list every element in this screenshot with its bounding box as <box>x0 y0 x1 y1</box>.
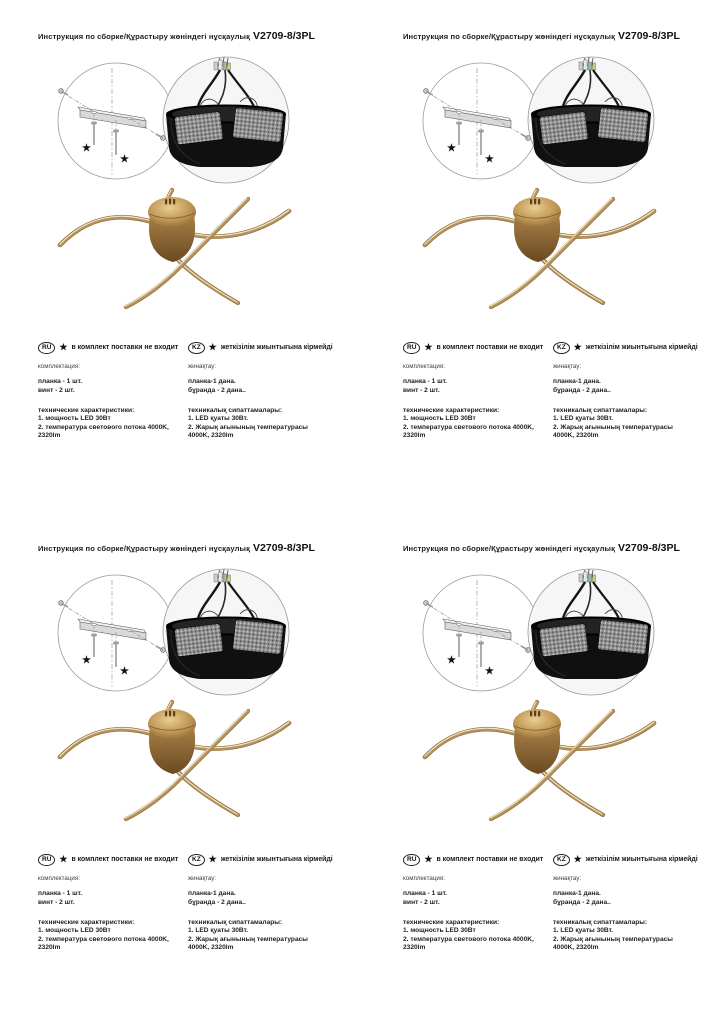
kz-kit-items <box>188 377 330 395</box>
not-included-star-icon: ★ <box>82 143 91 154</box>
kz-badge: KZ <box>188 854 205 866</box>
kz-spec: 1. LED қуаты 30Вт. <box>553 415 614 422</box>
ru-specs <box>403 927 535 953</box>
ru-badge: RU <box>403 854 420 866</box>
ceiling-lamp-photo <box>417 183 662 328</box>
canopy-wiring-photo <box>163 57 289 183</box>
ru-kit-item: планка - 1 шт. <box>38 378 83 385</box>
kz-specs <box>553 415 695 441</box>
ru-note-row <box>403 341 544 354</box>
kz-kit-item: бұранда - 2 дана.. <box>188 387 246 394</box>
canopy-wiring-photo <box>528 57 654 183</box>
ru-section <box>403 341 544 441</box>
not-included-star-icon: ★ <box>120 154 129 165</box>
star-icon: ★ <box>59 854 68 864</box>
kz-star-note: жеткізілім жиынтығына кірмейді <box>220 344 333 351</box>
ru-star-note: в комплект поставки не входит <box>71 344 179 351</box>
kz-specs <box>188 415 330 441</box>
kz-section <box>188 341 333 441</box>
ru-star-note: в комплект поставки не входит <box>436 856 544 863</box>
kz-note-row <box>188 853 333 866</box>
ru-kit-item: винт - 2 шт. <box>403 899 440 906</box>
mounting-plate-diagram <box>58 575 174 691</box>
kz-kit-item: планка-1 дана. <box>553 378 601 385</box>
ru-kit-item: планка - 1 шт. <box>38 890 83 897</box>
model-number: V2709-8/3PL <box>253 542 315 554</box>
sheet-title-text: Инструкция по сборке/Құрастыру жөніндегі нұсқаулық <box>38 32 251 41</box>
lamp-canopy-dome <box>513 197 561 227</box>
ru-kit-label: комплектация: <box>38 363 80 370</box>
ru-kit-item: винт - 2 шт. <box>38 899 75 906</box>
ru-specs-label: технические характеристики: <box>403 919 500 926</box>
instruction-block <box>0 0 358 512</box>
kz-kit-item: бұранда - 2 дана.. <box>553 899 611 906</box>
kz-star-note: жеткізілім жиынтығына кірмейді <box>585 856 698 863</box>
kz-kit-item: планка-1 дана. <box>188 378 236 385</box>
not-included-star-icon: ★ <box>447 143 456 154</box>
canopy-vent-slots <box>165 199 175 205</box>
ru-spec: 1. мощность LED 30Вт <box>403 415 476 422</box>
assembly-diagrams <box>50 52 295 184</box>
assembly-diagrams <box>415 52 660 184</box>
star-icon: ★ <box>208 342 217 352</box>
kz-kit-item: бұранда - 2 дана.. <box>553 387 611 394</box>
kz-spec: 2. Жарық ағынының температурасы 4000K, 2320lm <box>553 423 673 439</box>
kz-spec: 2. Жарық ағынының температурасы 4000K, 2320lm <box>188 935 308 951</box>
assembly-diagrams <box>415 564 660 696</box>
ru-note-row <box>403 853 544 866</box>
not-included-star-icon: ★ <box>485 666 494 677</box>
sheet-title <box>38 26 315 44</box>
star-icon: ★ <box>208 854 217 864</box>
sheet-title <box>38 538 315 556</box>
kz-specs <box>553 927 695 953</box>
ru-kit-item: винт - 2 шт. <box>38 387 75 394</box>
kz-badge: KZ <box>553 342 570 354</box>
mounting-plate-diagram <box>58 63 174 179</box>
kz-badge: KZ <box>188 342 205 354</box>
ru-note-row <box>38 341 179 354</box>
ceiling-lamp-photo <box>417 695 662 840</box>
ru-kit-label: комплектация: <box>403 875 445 882</box>
ru-kit-items <box>403 377 535 395</box>
kz-kit-label: жинақтау: <box>553 875 582 882</box>
ru-kit-items <box>38 889 170 907</box>
lamp-canopy-dome <box>148 197 196 227</box>
kz-spec: 1. LED қуаты 30Вт. <box>553 927 614 934</box>
kz-specs <box>188 927 330 953</box>
ceiling-lamp-photo <box>52 183 297 328</box>
sheet-title-text: Инструкция по сборке/Құрастыру жөніндегі нұсқаулық <box>403 544 616 553</box>
kz-specs-label: техникалық сипаттамалары: <box>553 407 648 414</box>
ru-spec: 2. температура светового потока 4000K, 2320lm <box>403 423 534 439</box>
ru-spec: 1. мощность LED 30Вт <box>38 415 111 422</box>
star-icon: ★ <box>424 854 433 864</box>
kz-note-row <box>553 341 698 354</box>
kz-kit-items <box>553 377 695 395</box>
ru-specs <box>403 415 535 441</box>
ru-section <box>38 341 179 441</box>
ru-kit-item: винт - 2 шт. <box>403 387 440 394</box>
ru-kit-items <box>38 377 170 395</box>
kz-specs-label: техникалық сипаттамалары: <box>188 919 283 926</box>
ru-spec: 2. температура светового потока 4000K, 2320lm <box>403 935 534 951</box>
instruction-block <box>0 512 358 1024</box>
kz-section <box>553 853 698 953</box>
star-icon: ★ <box>573 342 582 352</box>
assembly-diagrams <box>50 564 295 696</box>
kz-spec: 1. LED қуаты 30Вт. <box>188 415 249 422</box>
ru-specs <box>38 927 170 953</box>
ru-specs-label: технические характеристики: <box>38 407 135 414</box>
not-included-star-icon: ★ <box>82 655 91 666</box>
mounting-plate-diagram <box>423 63 539 179</box>
not-included-star-icon: ★ <box>485 154 494 165</box>
kz-star-note: жеткізілім жиынтығына кірмейді <box>220 856 333 863</box>
ru-spec: 1. мощность LED 30Вт <box>38 927 111 934</box>
kz-kit-label: жинақтау: <box>188 875 217 882</box>
ru-badge: RU <box>38 342 55 354</box>
kz-note-row <box>188 341 333 354</box>
kz-kit-items <box>553 889 695 907</box>
model-number: V2709-8/3PL <box>618 30 680 42</box>
ru-kit-items <box>403 889 535 907</box>
canopy-vent-slots <box>530 711 540 717</box>
ru-kit-item: планка - 1 шт. <box>403 378 448 385</box>
kz-spec: 2. Жарық ағынының температурасы 4000K, 2320lm <box>188 423 308 439</box>
model-number: V2709-8/3PL <box>253 30 315 42</box>
ru-kit-label: комплектация: <box>403 363 445 370</box>
canopy-vent-slots <box>165 711 175 717</box>
kz-section <box>553 341 698 441</box>
ru-specs-label: технические характеристики: <box>38 919 135 926</box>
canopy-wiring-photo <box>163 569 289 695</box>
ru-section <box>38 853 179 953</box>
kz-kit-label: жинақтау: <box>188 363 217 370</box>
model-number: V2709-8/3PL <box>618 542 680 554</box>
ru-spec: 2. температура светового потока 4000K, 2320lm <box>38 423 169 439</box>
sheet-title-text: Инструкция по сборке/Құрастыру жөніндегі нұсқаулық <box>403 32 616 41</box>
not-included-star-icon: ★ <box>120 666 129 677</box>
canopy-vent-slots <box>530 199 540 205</box>
ru-specs-label: технические характеристики: <box>403 407 500 414</box>
lamp-canopy-dome <box>148 709 196 739</box>
star-icon: ★ <box>424 342 433 352</box>
ru-kit-label: комплектация: <box>38 875 80 882</box>
star-icon: ★ <box>573 854 582 864</box>
kz-spec: 2. Жарық ағынының температурасы 4000K, 2320lm <box>553 935 673 951</box>
kz-star-note: жеткізілім жиынтығына кірмейді <box>585 344 698 351</box>
star-icon: ★ <box>59 342 68 352</box>
kz-note-row <box>553 853 698 866</box>
kz-kit-label: жинақтау: <box>553 363 582 370</box>
instruction-block <box>365 512 723 1024</box>
sheet-title <box>403 538 680 556</box>
sheet-title-text: Инструкция по сборке/Құрастыру жөніндегі нұсқаулық <box>38 544 251 553</box>
ru-star-note: в комплект поставки не входит <box>436 344 544 351</box>
ru-specs <box>38 415 170 441</box>
kz-specs-label: техникалық сипаттамалары: <box>553 919 648 926</box>
lamp-canopy-dome <box>513 709 561 739</box>
kz-kit-items <box>188 889 330 907</box>
kz-badge: KZ <box>553 854 570 866</box>
ceiling-lamp-photo <box>52 695 297 840</box>
ru-star-note: в комплект поставки не входит <box>71 856 179 863</box>
ru-badge: RU <box>403 342 420 354</box>
kz-spec: 1. LED қуаты 30Вт. <box>188 927 249 934</box>
ru-badge: RU <box>38 854 55 866</box>
sheet-title <box>403 26 680 44</box>
ru-spec: 1. мощность LED 30Вт <box>403 927 476 934</box>
ru-spec: 2. температура светового потока 4000K, 2320lm <box>38 935 169 951</box>
instruction-block <box>365 0 723 512</box>
kz-specs-label: техникалық сипаттамалары: <box>188 407 283 414</box>
kz-section <box>188 853 333 953</box>
kz-kit-item: бұранда - 2 дана.. <box>188 899 246 906</box>
mounting-plate-diagram <box>423 575 539 691</box>
canopy-wiring-photo <box>528 569 654 695</box>
kz-kit-item: планка-1 дана. <box>553 890 601 897</box>
ru-note-row <box>38 853 179 866</box>
not-included-star-icon: ★ <box>447 655 456 666</box>
ru-kit-item: планка - 1 шт. <box>403 890 448 897</box>
kz-kit-item: планка-1 дана. <box>188 890 236 897</box>
ru-section <box>403 853 544 953</box>
